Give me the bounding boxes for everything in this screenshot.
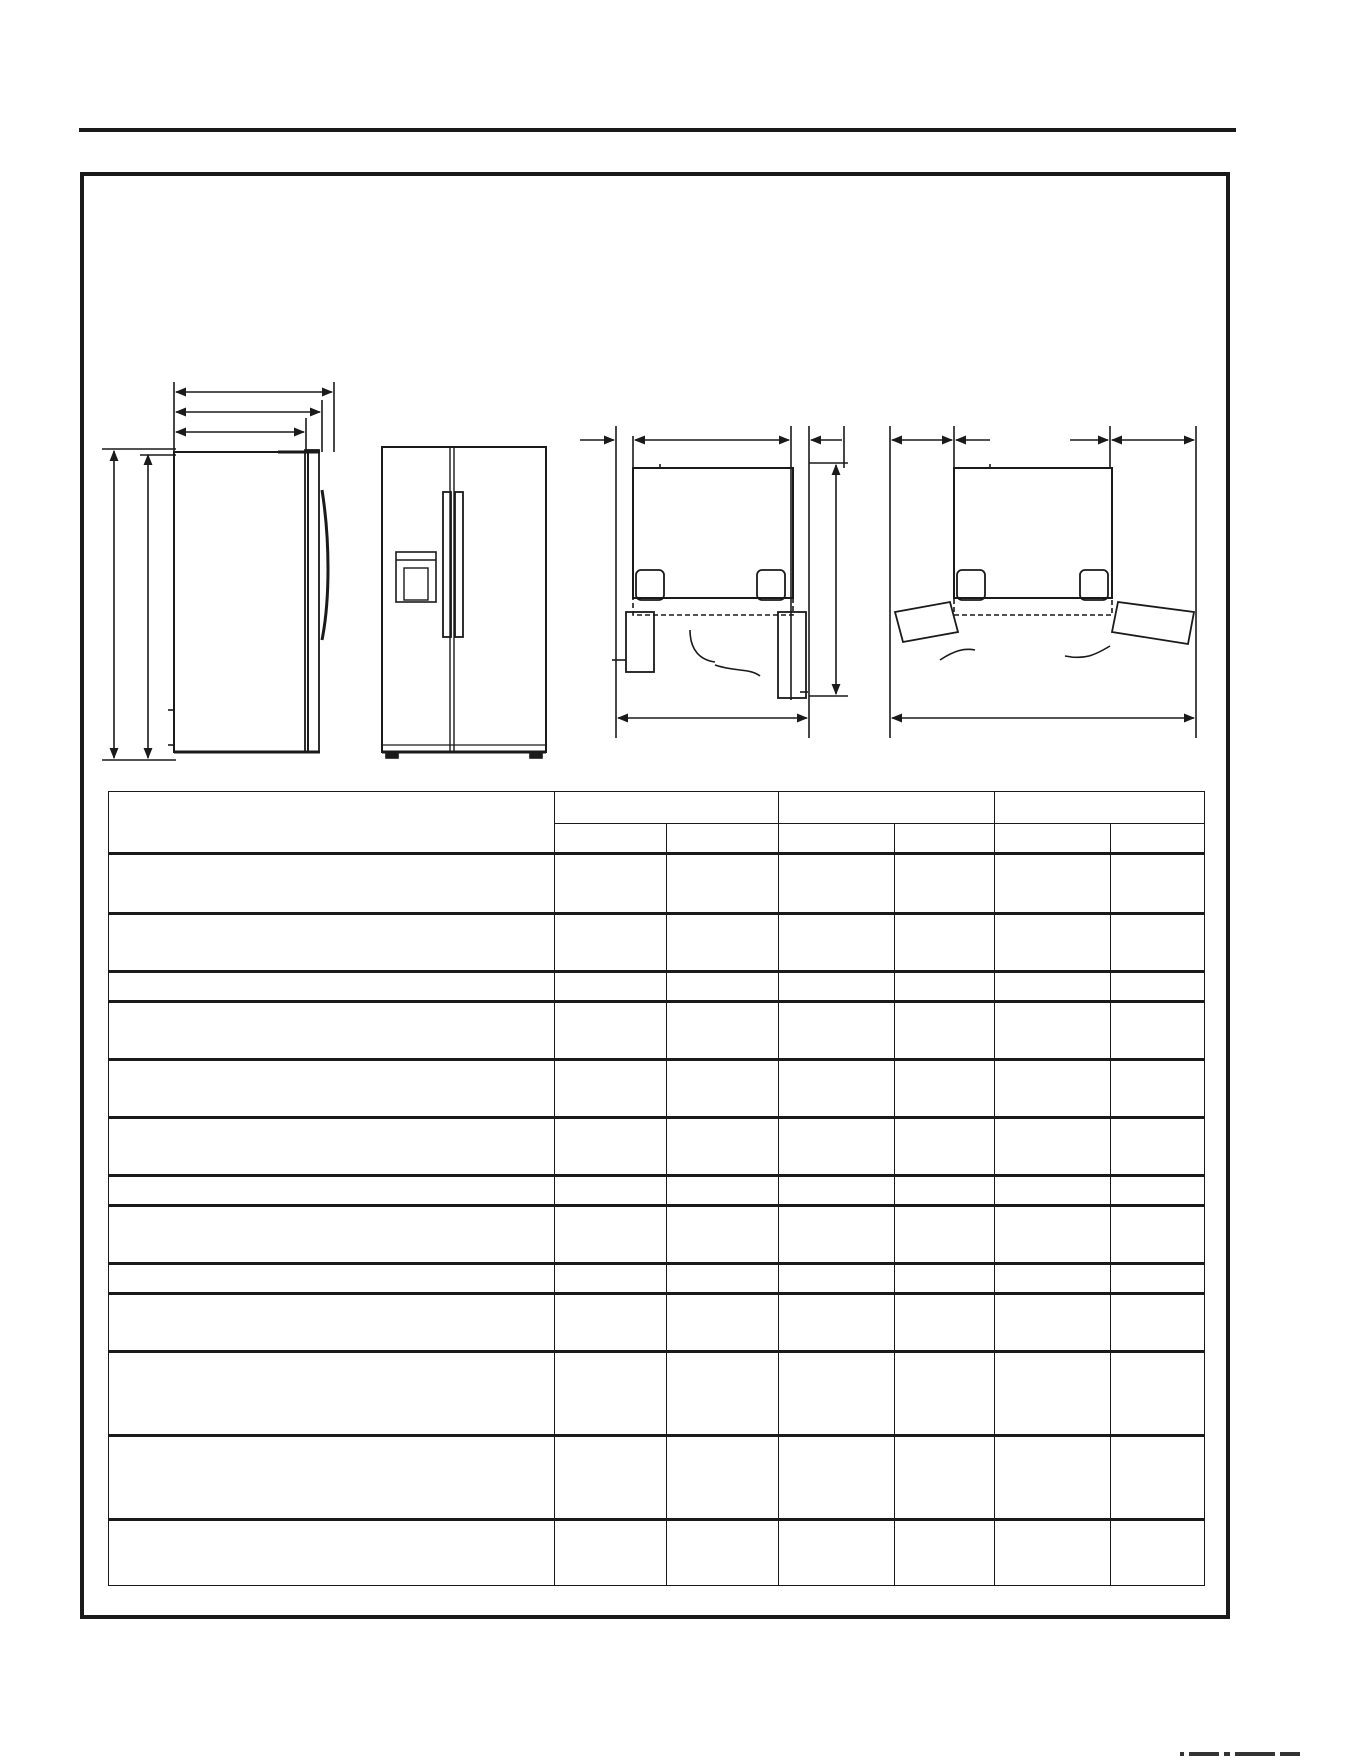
refrigerator-dimension-drawings [0, 0, 1361, 790]
table-cell [555, 854, 667, 914]
table-row-label [109, 914, 555, 972]
top-view-doors-open-drawing [890, 426, 1196, 738]
table-row-label [109, 1002, 555, 1060]
table-row-label [109, 1520, 555, 1586]
table-cell [555, 1352, 667, 1436]
table-cell [895, 1206, 995, 1264]
table-row-label [109, 972, 555, 1002]
table-cell [895, 972, 995, 1002]
table-row-label [109, 1294, 555, 1352]
table-cell [995, 1352, 1111, 1436]
table-cell [667, 1060, 779, 1118]
table-row-label [109, 1352, 555, 1436]
table-cell [555, 1264, 667, 1294]
table-cell [555, 972, 667, 1002]
table-cell [667, 1436, 779, 1520]
dimensions-table [108, 791, 1205, 1586]
table-cell [995, 1520, 1111, 1586]
table-cell [895, 1118, 995, 1176]
table-cell [779, 1206, 895, 1264]
table-cell [555, 1206, 667, 1264]
table-cell [995, 914, 1111, 972]
table-cell [995, 1176, 1111, 1206]
table-cell [895, 1002, 995, 1060]
table-cell [555, 1060, 667, 1118]
table-cell [555, 1520, 667, 1586]
table-cell [667, 1002, 779, 1060]
table-row [109, 1118, 1205, 1176]
table-row-label [109, 854, 555, 914]
table-cell [779, 972, 895, 1002]
table-cell [779, 1060, 895, 1118]
table-cell [555, 1436, 667, 1520]
table-cell [667, 1206, 779, 1264]
table-row-label [109, 1118, 555, 1176]
table-group-header [779, 792, 995, 824]
table-cell [995, 1294, 1111, 1352]
table-cell [995, 1436, 1111, 1520]
table-unit-header [667, 824, 779, 854]
table-cell [895, 1294, 995, 1352]
table-row [109, 1002, 1205, 1060]
table-row [109, 914, 1205, 972]
table-cell [895, 1060, 995, 1118]
table-unit-header [895, 824, 995, 854]
table-cell [555, 1176, 667, 1206]
table-cell [1111, 1118, 1205, 1176]
table-row-label [109, 1176, 555, 1206]
table-cell [555, 1002, 667, 1060]
table-cell [667, 1176, 779, 1206]
table-cell [1111, 914, 1205, 972]
table-cell [895, 1352, 995, 1436]
table-cell [1111, 1520, 1205, 1586]
table-cell [1111, 1436, 1205, 1520]
table-row [109, 1060, 1205, 1118]
table-cell [895, 854, 995, 914]
table-row [109, 1520, 1205, 1586]
table-cell [555, 1294, 667, 1352]
top-view-doors-90-drawing [580, 426, 848, 738]
table-cell [667, 1118, 779, 1176]
table-row [109, 972, 1205, 1002]
table-cell [1111, 1060, 1205, 1118]
table-row [109, 1264, 1205, 1294]
table-cell [1111, 1264, 1205, 1294]
table-group-header [555, 792, 779, 824]
table-cell [1111, 972, 1205, 1002]
table-row-label [109, 1264, 555, 1294]
table-cell [1111, 854, 1205, 914]
table-cell [667, 1520, 779, 1586]
table-cell [779, 1118, 895, 1176]
table-cell [895, 1436, 995, 1520]
table-cell [895, 1176, 995, 1206]
table-cell [667, 1352, 779, 1436]
table-cell [779, 1264, 895, 1294]
table-cell [995, 972, 1111, 1002]
table-row [109, 1352, 1205, 1436]
table-cell [1111, 1352, 1205, 1436]
table-unit-header [995, 824, 1111, 854]
table-cell [555, 1118, 667, 1176]
table-cell [779, 1520, 895, 1586]
table-cell [779, 1352, 895, 1436]
table-cell [995, 1264, 1111, 1294]
table-cell [779, 1436, 895, 1520]
table-cell [995, 1002, 1111, 1060]
table-cell [1111, 1176, 1205, 1206]
table-row [109, 1436, 1205, 1520]
table-row [109, 1176, 1205, 1206]
table-cell [555, 914, 667, 972]
table-row [109, 1294, 1205, 1352]
table-unit-header [779, 824, 895, 854]
table-row-label [109, 1060, 555, 1118]
table-cell [779, 854, 895, 914]
table-cell [995, 1118, 1111, 1176]
table-row [109, 1206, 1205, 1264]
table-row-label [109, 1206, 555, 1264]
table-cell [1111, 1294, 1205, 1352]
table-cell [1111, 1206, 1205, 1264]
table-group-header-row [109, 792, 1205, 824]
table-unit-header [1111, 824, 1205, 854]
table-row-label [109, 1436, 555, 1520]
table-cell [667, 972, 779, 1002]
table-cell [995, 1206, 1111, 1264]
table-cell [895, 914, 995, 972]
table-cell [995, 1060, 1111, 1118]
table-cell [895, 1520, 995, 1586]
table-row [109, 854, 1205, 914]
table-unit-header [555, 824, 667, 854]
footer-mark [1180, 1752, 1320, 1758]
table-cell [895, 1264, 995, 1294]
table-cell [667, 1294, 779, 1352]
table-cell [667, 1264, 779, 1294]
table-cell [779, 1002, 895, 1060]
table-cell [779, 1294, 895, 1352]
table-corner-cell [109, 792, 555, 854]
table-cell [779, 914, 895, 972]
table-cell [779, 1176, 895, 1206]
table-cell [667, 914, 779, 972]
table-group-header [995, 792, 1205, 824]
table-cell [995, 854, 1111, 914]
side-view-drawing [102, 382, 334, 760]
table-cell [667, 854, 779, 914]
front-view-drawing [382, 447, 546, 758]
table-cell [1111, 1002, 1205, 1060]
